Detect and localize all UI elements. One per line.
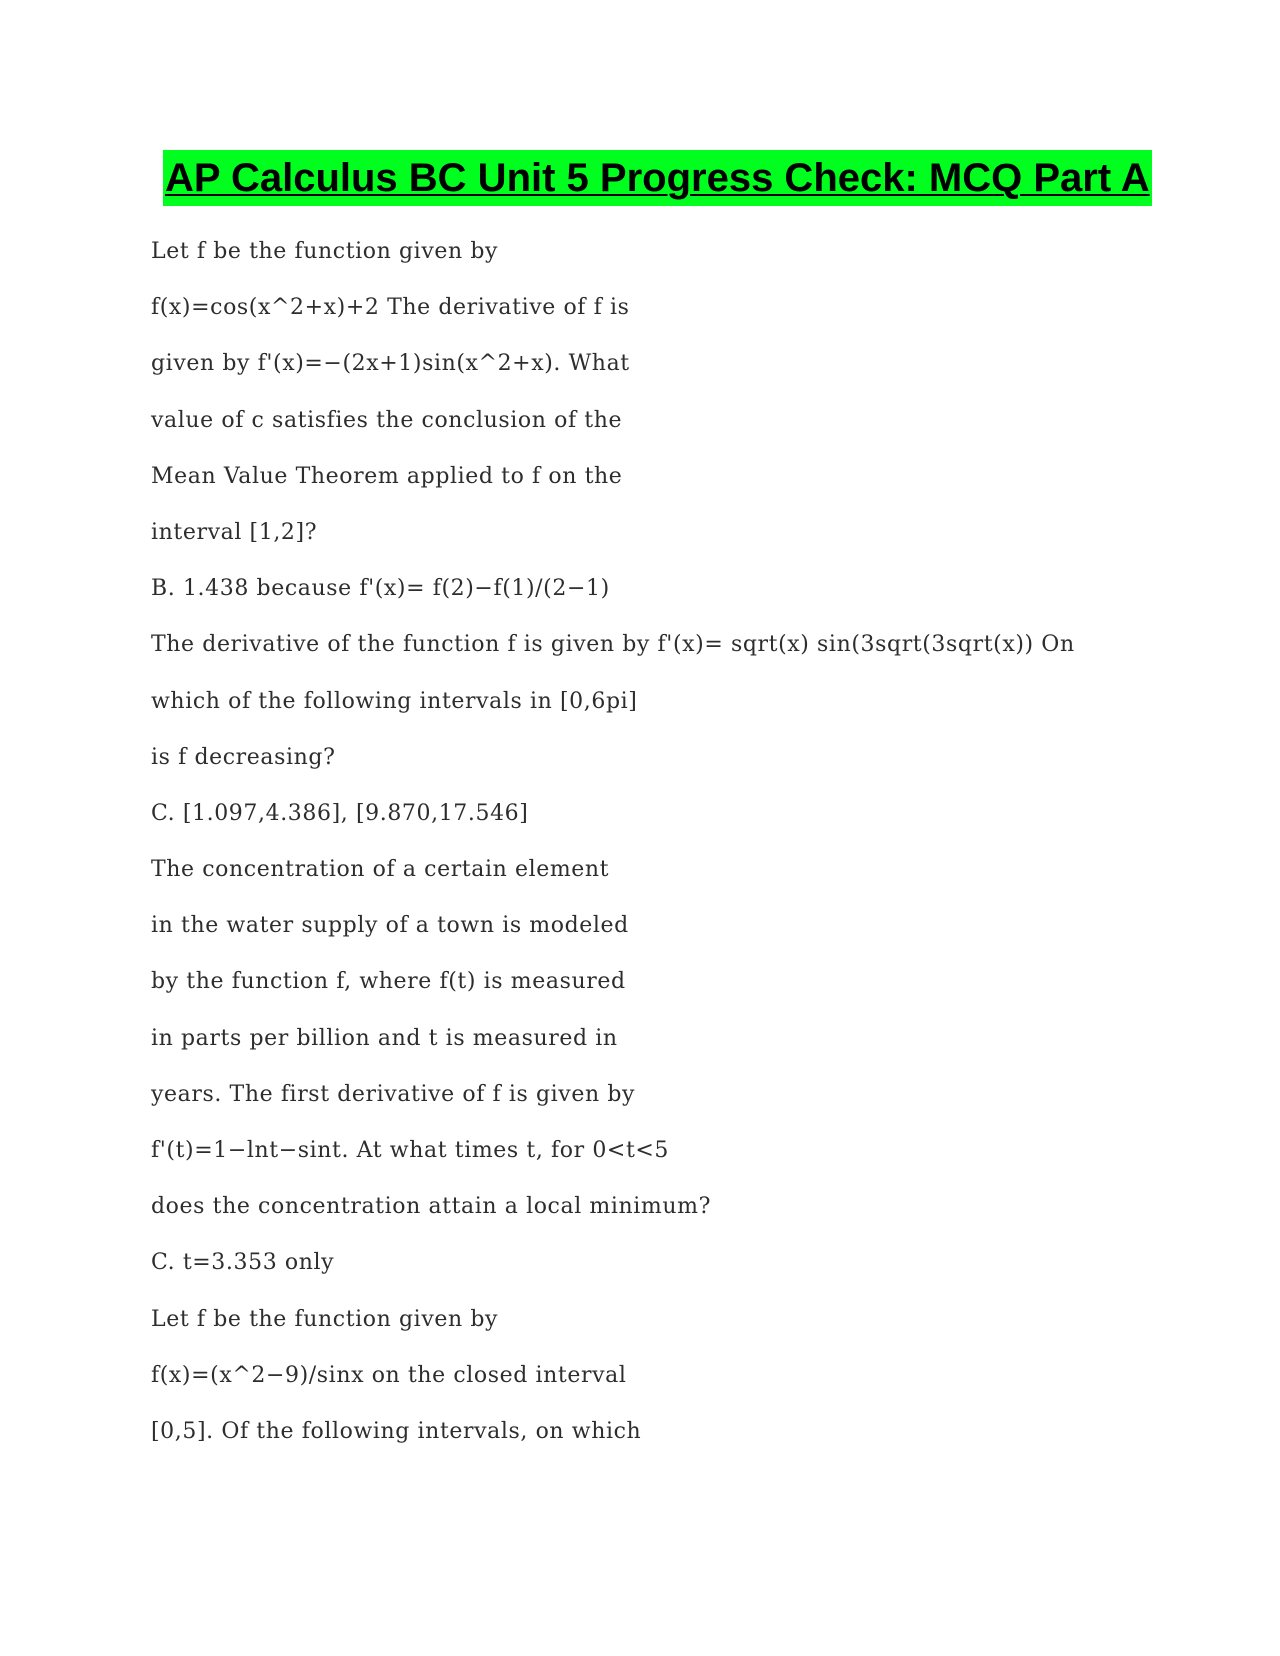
text-line: f(x)=(x^2−9)/sinx on the closed interval [151, 1362, 627, 1388]
text-line: The concentration of a certain element [151, 857, 610, 883]
page-title: AP Calculus BC Unit 5 Progress Check: MCQ Part A [163, 150, 1152, 206]
text-line: does the concentration attain a local minimum? [151, 1194, 712, 1220]
text-line: in the water supply of a town is modeled [151, 913, 629, 939]
answer-line: B. 1.438 because f'(x)= f(2)−f(1)/(2−1) [151, 576, 610, 602]
text-line: [0,5]. Of the following intervals, on which [151, 1418, 642, 1444]
text-line: value of c satisfies the conclusion of the [151, 407, 623, 433]
text-line: Let f be the function given by [151, 1306, 499, 1332]
text-line: Mean Value Theorem applied to f on the [151, 463, 623, 489]
text-line: The derivative of the function f is given by f'(x)= sqrt(x) sin(3sqrt(3sqrt(x)) On [151, 632, 1075, 658]
text-line: by the function f, where f(t) is measured [151, 969, 626, 995]
text-line: Let f be the function given by [151, 239, 499, 264]
text-line: which of the following intervals in [0,6pi] [151, 688, 638, 714]
answer-line: C. t=3.353 only [151, 1250, 335, 1276]
document-body [151, 232, 1151, 1468]
text-line: in parts per billion and t is measured in [151, 1025, 618, 1051]
text-line: interval [1,2]? [151, 519, 318, 545]
text-line: given by f'(x)=−(2x+1)sin(x^2+x). What [151, 351, 630, 377]
text-line: is f decreasing? [151, 744, 336, 770]
text-line: years. The first derivative of f is given by [151, 1081, 636, 1107]
text-line: f(x)=cos(x^2+x)+2 The derivative of f is [151, 295, 630, 321]
answer-line: C. [1.097,4.386], [9.870,17.546] [151, 800, 529, 826]
text-line: f'(t)=1−lnt−sint. At what times t, for 0<t<5 [151, 1138, 670, 1163]
